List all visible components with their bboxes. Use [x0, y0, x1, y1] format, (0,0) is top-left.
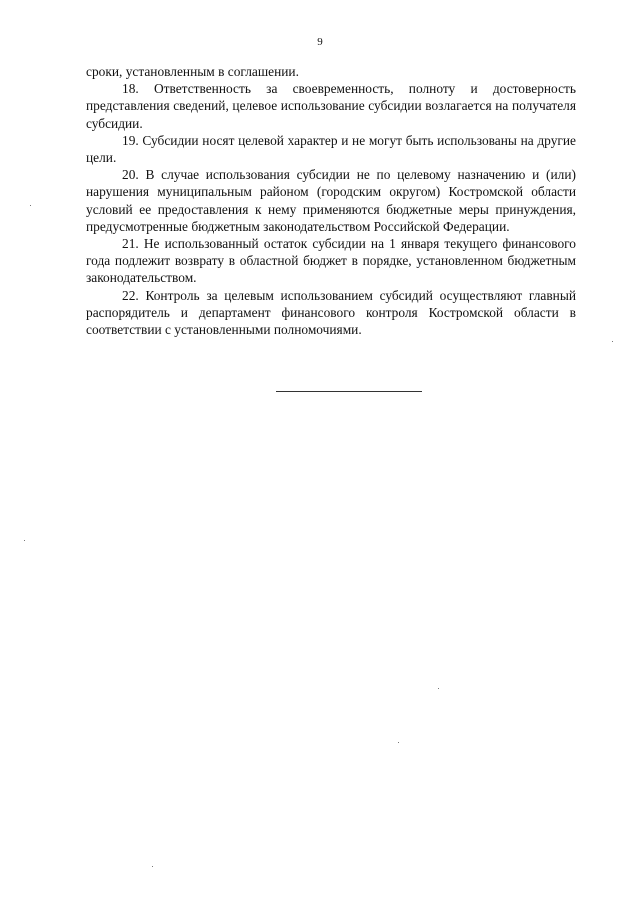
- scan-speck: [612, 341, 613, 342]
- scan-speck: [438, 688, 439, 689]
- page-number: 9: [317, 36, 323, 48]
- scan-speck: [152, 866, 153, 867]
- paragraph-continuation: сроки, установленным в соглашении.: [86, 64, 299, 79]
- paragraph-22: 22. Контроль за целевым использованием субсидий осуществляют главный распорядитель и департамент финансового контроля Костромской области в соответствии с установленными полномочиями.: [86, 287, 576, 338]
- scan-speck: [24, 540, 25, 541]
- scan-speck: [398, 742, 399, 743]
- document-body: [86, 63, 576, 338]
- paragraph-21: 21. Не использованный остаток субсидии на 1 января текущего финансового года подлежит возврату в областной бюджет в порядке, установленном бюджетным законодательством.: [86, 236, 576, 286]
- end-of-text-divider: [276, 391, 422, 392]
- scan-speck: [30, 205, 31, 206]
- paragraph-19: 19. Субсидии носят целевой характер и не могут быть использованы на другие цели.: [86, 132, 576, 166]
- paragraph-20: 20. В случае использования субсидии не по целевому назначению и (или) нарушения муниципальным районом (городским округом) Костромской области условий ее предоставления к нему применяются бюджетные меры принуждения, предусмотренные бюджетным законодательством Российской Федерации.: [86, 167, 576, 234]
- paragraph-18: 18. Ответственность за своевременность, полноту и достоверность представления сведений, целевое использование субсидии возлагается на получателя субсидии.: [86, 81, 576, 131]
